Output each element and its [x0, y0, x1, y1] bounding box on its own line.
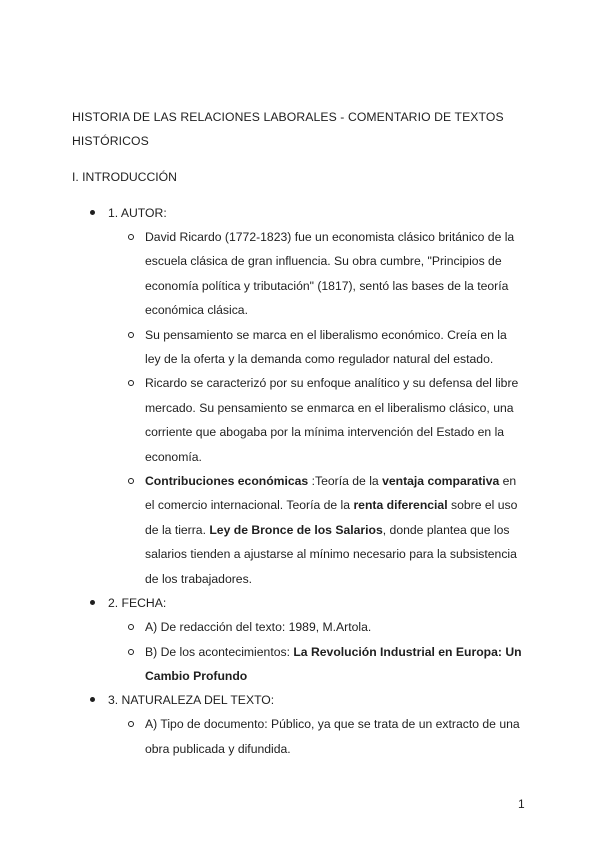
- fecha-acontecimientos: [145, 640, 523, 689]
- contrib-ventaja: ventaja comparativa: [382, 474, 500, 489]
- fecha-acontecimientos-title: La Revolución Industrial en Europa: Un Cambio Profundo: [145, 644, 522, 683]
- fecha-sublist: [108, 615, 600, 688]
- contrib-text-2: en el comercio internacional. Teoría de la: [145, 474, 517, 513]
- autor-paragraph-3: Ricardo se caracterizó por su enfoque analítico y su defensa del libre mercado. Su pensamiento se enmarca en el liberalismo clásico, una corriente que abogaba por la mínima intervención del Estado en la economía.: [145, 371, 523, 469]
- naturaleza-tipo: A) Tipo de documento: Público, ya que se trata de un extracto de una obra publicada y difundida.: [145, 712, 523, 761]
- document-title: HISTORIA DE LAS RELACIONES LABORALES - COMENTARIO DE TEXTOS HISTÓRICOS: [72, 110, 504, 148]
- autor-contribuciones: [145, 469, 523, 591]
- fecha-redaccion: A) De redacción del texto: 1989, M.Artola.: [145, 615, 523, 639]
- autor-sublist: [108, 225, 600, 591]
- naturaleza-sublist: [108, 712, 600, 761]
- autor-label: 1. AUTOR:: [108, 206, 167, 220]
- autor-paragraph-1: David Ricardo (1772-1823) fue un economista clásico británico de la escuela clásica de gran influencia. Su obra cumbre, "Principios de economía política y tributación" (1817), sentó las bases de la teoría económica clásica.: [145, 225, 523, 323]
- fecha-label: 2. FECHA:: [108, 596, 167, 611]
- contrib-text-3: sobre el uso de la tierra.: [145, 498, 518, 537]
- outline-list: [0, 201, 600, 761]
- list-item-naturaleza: [0, 688, 600, 761]
- page-number: 1: [518, 797, 525, 811]
- contrib-text-1: :Teoría de la: [308, 474, 383, 489]
- list-item-fecha: [0, 591, 600, 688]
- list-item-autor: [0, 201, 600, 591]
- naturaleza-label: 3. NATURALEZA DEL TEXTO:: [108, 693, 275, 708]
- fecha-acontecimientos-prefix: B) De los acontecimientos:: [145, 644, 294, 659]
- contrib-renta: renta diferencial: [353, 498, 448, 513]
- contrib-ley-bronce: Ley de Bronce de los Salarios: [209, 522, 383, 537]
- section-heading: I. INTRODUCCIÓN: [72, 170, 177, 184]
- contrib-heading: Contribuciones económicas: [145, 474, 309, 489]
- autor-paragraph-2: Su pensamiento se marca en el liberalismo económico. Creía en la ley de la oferta y la demanda como regulador natural del estado.: [145, 323, 523, 372]
- contrib-text-4: , donde plantea que los salarios tienden a ajustarse al mínimo necesario para la subsistencia de los trabajadores.: [145, 522, 517, 586]
